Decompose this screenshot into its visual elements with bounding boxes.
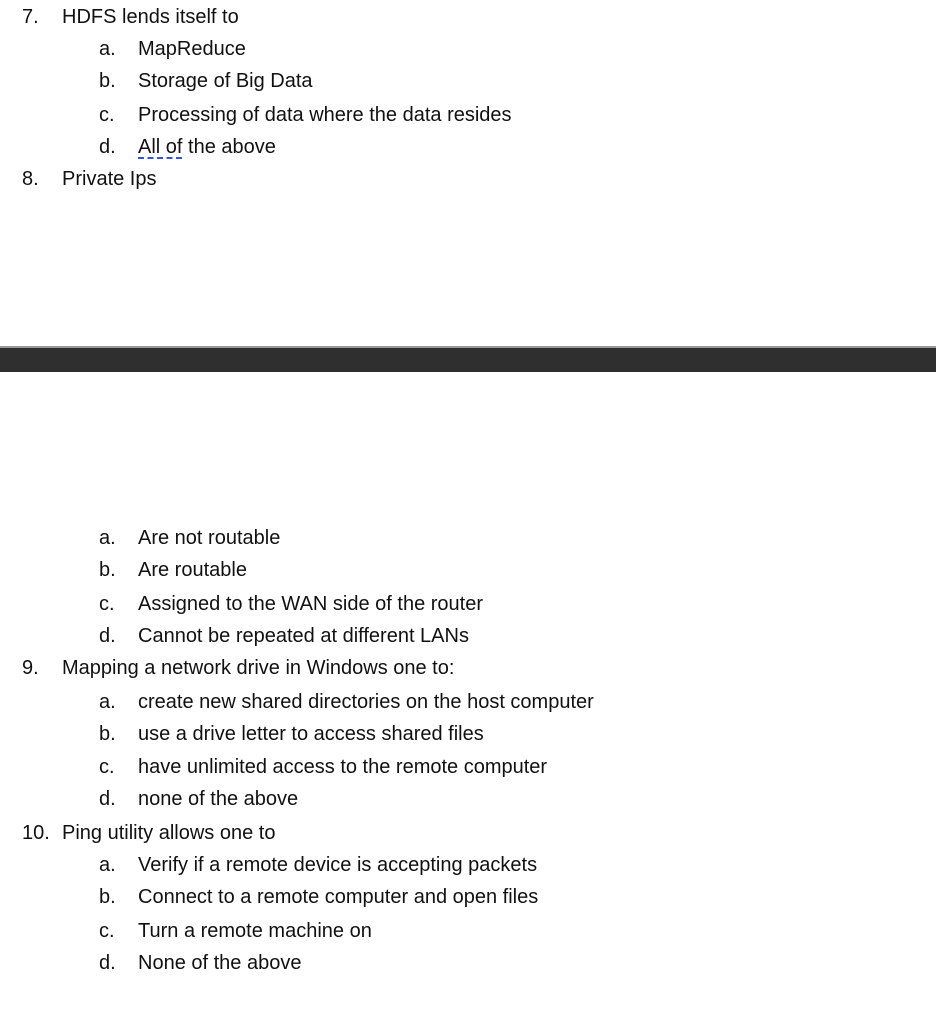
- q10-option-c: [0, 916, 936, 946]
- option-text: None of the above: [138, 952, 302, 974]
- question-9: [0, 653, 936, 683]
- q8-option-a: [0, 523, 936, 553]
- q9-option-b: [0, 719, 936, 749]
- question-10: [0, 818, 936, 848]
- question-text: Private Ips: [62, 168, 157, 190]
- option-letter: d.: [99, 136, 116, 158]
- option-letter: b.: [99, 559, 116, 581]
- option-text-rest: the above: [182, 136, 276, 158]
- page-separator-bar: [0, 346, 936, 372]
- q8-option-b: [0, 555, 936, 585]
- option-text: have unlimited access to the remote computer: [138, 756, 548, 778]
- option-letter: a.: [99, 854, 116, 876]
- option-letter: b.: [99, 70, 116, 92]
- option-text: [138, 132, 276, 162]
- option-letter: d.: [99, 788, 116, 810]
- option-letter: a.: [99, 38, 116, 60]
- question-number: 10.: [22, 822, 50, 844]
- option-text: Are not routable: [138, 527, 281, 549]
- spelling-underline: All of: [138, 136, 183, 158]
- option-letter: c.: [99, 593, 115, 615]
- q10-option-b: [0, 882, 936, 912]
- option-letter: b.: [99, 723, 116, 745]
- q7-option-d: [0, 132, 936, 162]
- q7-option-a: [0, 34, 936, 64]
- q8-option-d: [0, 621, 936, 651]
- option-text: Are routable: [138, 559, 247, 581]
- question-text: HDFS lends itself to: [62, 6, 239, 28]
- option-text: Processing of data where the data resides: [138, 104, 512, 126]
- q7-option-c: [0, 100, 936, 130]
- question-text: Ping utility allows one to: [62, 822, 276, 844]
- option-text: MapReduce: [138, 38, 246, 60]
- q10-option-a: [0, 850, 936, 880]
- question-8: [0, 164, 936, 194]
- question-number: 8.: [22, 168, 39, 190]
- option-letter: d.: [99, 625, 116, 647]
- question-text: Mapping a network drive in Windows one to:: [62, 657, 455, 679]
- option-text: Cannot be repeated at different LANs: [138, 625, 469, 647]
- option-text: Connect to a remote computer and open files: [138, 886, 539, 908]
- option-text: create new shared directories on the host computer: [138, 691, 594, 713]
- option-letter: c.: [99, 756, 115, 778]
- q9-option-c: [0, 752, 936, 782]
- option-text: Storage of Big Data: [138, 70, 313, 92]
- option-text: none of the above: [138, 788, 299, 810]
- q7-option-b: [0, 66, 936, 96]
- question-number: 7.: [22, 6, 39, 28]
- q8-option-c: [0, 589, 936, 619]
- option-text: Assigned to the WAN side of the router: [138, 593, 483, 615]
- option-letter: a.: [99, 691, 116, 713]
- q9-option-a: [0, 687, 936, 717]
- option-letter: d.: [99, 952, 116, 974]
- option-text: Verify if a remote device is accepting packets: [138, 854, 538, 876]
- question-number: 9.: [22, 657, 39, 679]
- option-text: use a drive letter to access shared files: [138, 723, 484, 745]
- option-letter: c.: [99, 920, 115, 942]
- option-letter: a.: [99, 527, 116, 549]
- option-text: Turn a remote machine on: [138, 920, 372, 942]
- q10-option-d: [0, 948, 936, 978]
- q9-option-d: [0, 784, 936, 814]
- option-letter: b.: [99, 886, 116, 908]
- question-7: [0, 2, 936, 32]
- option-letter: c.: [99, 104, 115, 126]
